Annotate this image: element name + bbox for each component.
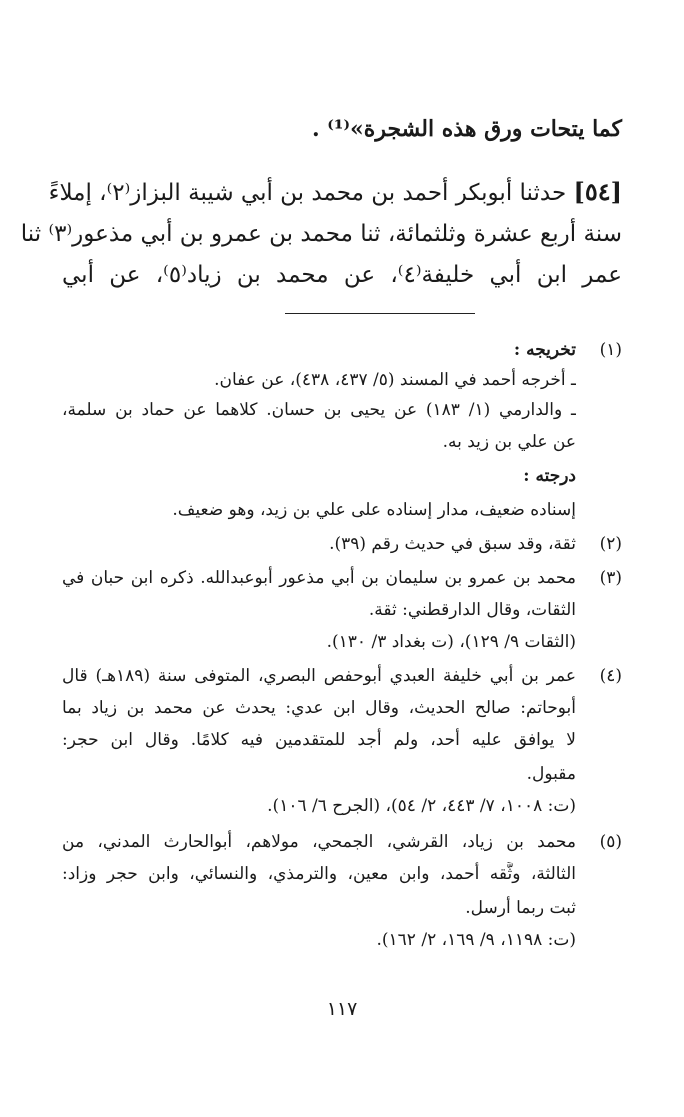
hadith-number: [٥٤] bbox=[573, 177, 622, 206]
footnote-text: إسناده ضعيف، مدار إسناده على علي بن زيد، وهو ضعيف. bbox=[172, 500, 576, 520]
hadith-closing-line: كما يتحات ورق هذه الشجرة»⁽¹⁾ . bbox=[311, 116, 622, 142]
footnote-separator bbox=[285, 313, 475, 314]
footnote-text: محمد بن عمرو بن سليمان بن أبي مذعور أبوعبدالله. ذكره ابن حبان في bbox=[62, 568, 576, 588]
footnote-text: أبوحاتم: صالح الحديث، وقال ابن عدي: يحدث عن محمد بن زياد بما bbox=[62, 698, 576, 718]
footnote-text: عمر بن أبي خليفة العبدي أبوحفص البصري، المتوفى سنة (١٨٩هـ) قال bbox=[62, 666, 576, 686]
footnote-text: محمد بن زياد، القرشي، الجمحي، مولاهم، أبوالحارث المدني، من bbox=[62, 832, 576, 852]
footnote-text: ثقة، وقد سبق في حديث رقم (٣٩). bbox=[329, 534, 576, 554]
footnote-number: (١) bbox=[599, 340, 622, 360]
footnote-text: لا يوافق عليه أحد، ولم أجد للمتقدمين فيه كلامًا. وقال ابن حجر: bbox=[62, 730, 576, 750]
page-number: ١١٧ bbox=[326, 998, 358, 1020]
footnote-text: (ت: ١١٩٨، ٩/ ١٦٩، ٢/ ١٦٢). bbox=[376, 930, 576, 950]
footnote-text: عن علي بن زيد به. bbox=[442, 432, 576, 452]
footnote-number: (٣) bbox=[599, 568, 622, 588]
hadith-line-3: عمر ابن أبي خليفة⁽٤⁾، عن محمد بن زياد⁽٥⁾، عن أبي bbox=[62, 262, 623, 288]
footnote-number: (٥) bbox=[599, 832, 622, 852]
footnote-title: تخريجه : bbox=[513, 340, 576, 360]
footnote-text: (الثقات ٩/ ١٢٩)، (ت بغداد ٣/ ١٣٠). bbox=[326, 632, 576, 652]
hadith-line-1 bbox=[48, 176, 622, 209]
footnote-number: (٢) bbox=[599, 534, 622, 554]
footnote-number: (٤) bbox=[599, 666, 622, 686]
footnote-text: ـ والدارمي (١/ ١٨٣) عن يحيى بن حسان. كلاهما عن حماد بن سلمة، bbox=[62, 400, 576, 420]
footnote-text: ثبت ربما أرسل. bbox=[465, 898, 576, 918]
footnote-subtitle: درجته : bbox=[523, 466, 576, 486]
hadith-line-1-text: حدثنا أبوبكر أحمد بن محمد بن أبي شيبة البزاز⁽٢⁾، إملاءً bbox=[48, 180, 567, 206]
footnote-text: مقبول. bbox=[526, 764, 576, 784]
footnote-text: الثقات، وقال الدارقطني: ثقة. bbox=[368, 600, 576, 620]
footnote-text: (ت: ١٠٠٨، ٧/ ٤٤٣، ٢/ ٥٤)، (الجرح ٦/ ١٠٦). bbox=[267, 796, 576, 816]
footnote-text: ـ أخرجه أحمد في المسند (٥/ ٤٣٧، ٤٣٨)، عن عفان. bbox=[214, 370, 576, 390]
footnote-text: الثالثة، وثَّقه أحمد، وابن معين، والترمذي، والنسائي، وابن حجر وزاد: bbox=[62, 864, 576, 884]
hadith-line-2: سنة أربع عشرة وثلثمائة، ثنا محمد بن عمرو بن أبي مذعور⁽٣⁾ ثنا bbox=[20, 221, 622, 247]
